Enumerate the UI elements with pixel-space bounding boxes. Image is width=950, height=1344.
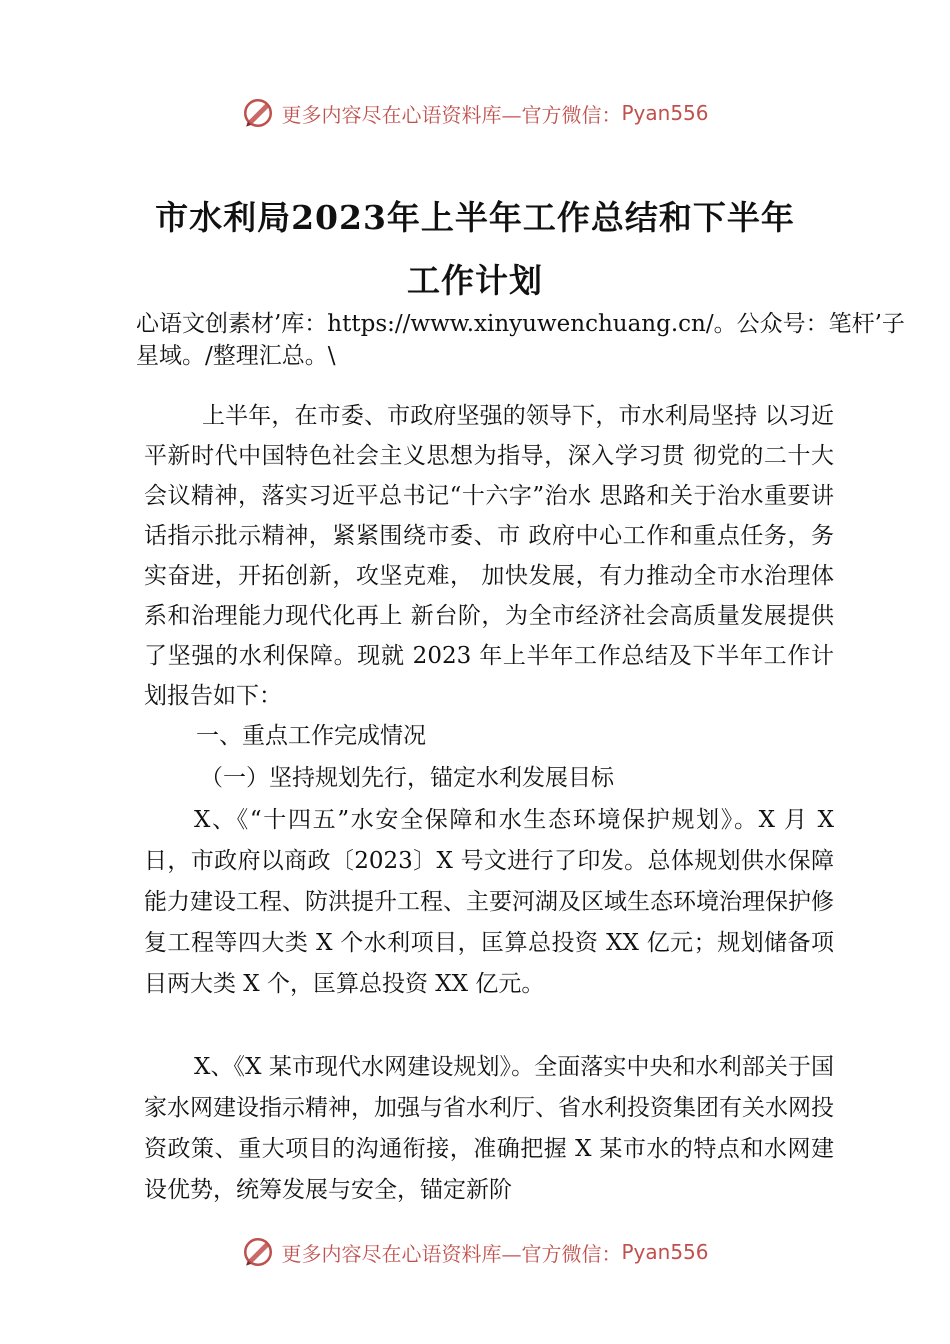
paragraph-plan-1: X、《“十四五”水安全保障和水生态环境保护规划》。X 月 X 日，市政府以商政〔2023〕X 号文进行了印发。总体规划供水保障能力建设工程、防洪提升工程、主要河湖及区域生态环境治理保护修复工程等四大类 X 个水利项目，匡算总投资 XX 亿元；规划储备项目两大类 X 个，匡算总投资 XX 亿元。	[144, 807, 834, 997]
pen-logo-icon	[241, 96, 275, 130]
document-title-line-2: 工作计划	[407, 261, 543, 300]
document-title-line-1: 市水利局2023年上半年工作总结和下半年	[155, 198, 795, 237]
pen-logo-icon	[241, 1235, 275, 1269]
header-banner	[0, 93, 950, 133]
banner-wechat-id: Pyan556	[621, 101, 709, 125]
section-heading: 一、重点工作完成情况	[196, 723, 426, 749]
banner-text: 更多内容尽在心语资料库—官方微信：	[281, 1241, 622, 1266]
paragraph-intro: 上半年，在市委、市政府坚强的领导下，市水利局坚持 以习近平新时代中国特色社会主义思想为指导，深入学习贯 彻党的二十大会议精神，落实习近平总书记“十六字”治水 思路和关于治水重要讲话指示批示精神，紧紧围绕市委、市 政府中心工作和重点任务，务实奋进，开拓创新，攻坚克难， 加快发展，有力推动全市水治理体系和治理能力现代化再上 新台阶，为全市经济社会高质量发展提供了坚强的水利保障。现就 2023 年上半年工作总结及下半年工作计划报告如下：	[144, 403, 834, 709]
banner-wechat-id: Pyan556	[621, 1240, 709, 1264]
subsection-heading: （一）坚持规划先行，锚定水利发展目标	[200, 765, 614, 791]
footer-banner	[0, 1232, 950, 1272]
banner-text: 更多内容尽在心语资料库—官方微信：	[281, 102, 622, 127]
source-note: 心语文创素材’库：https://www.xinyuwenchuang.cn/。公众号：笔杆’子星域。/整理汇总。\	[136, 311, 905, 369]
paragraph-plan-2: X、《X 某市现代水网建设规划》。全面落实中央和水利部关于国家水网建设指示精神，加强与省水利厅、省水利投资集团有关水网投资政策、重大项目的沟通衔接，准确把握 X 某市水的特点和水网建设优势，统筹发展与安全，锚定新阶	[144, 1054, 834, 1203]
